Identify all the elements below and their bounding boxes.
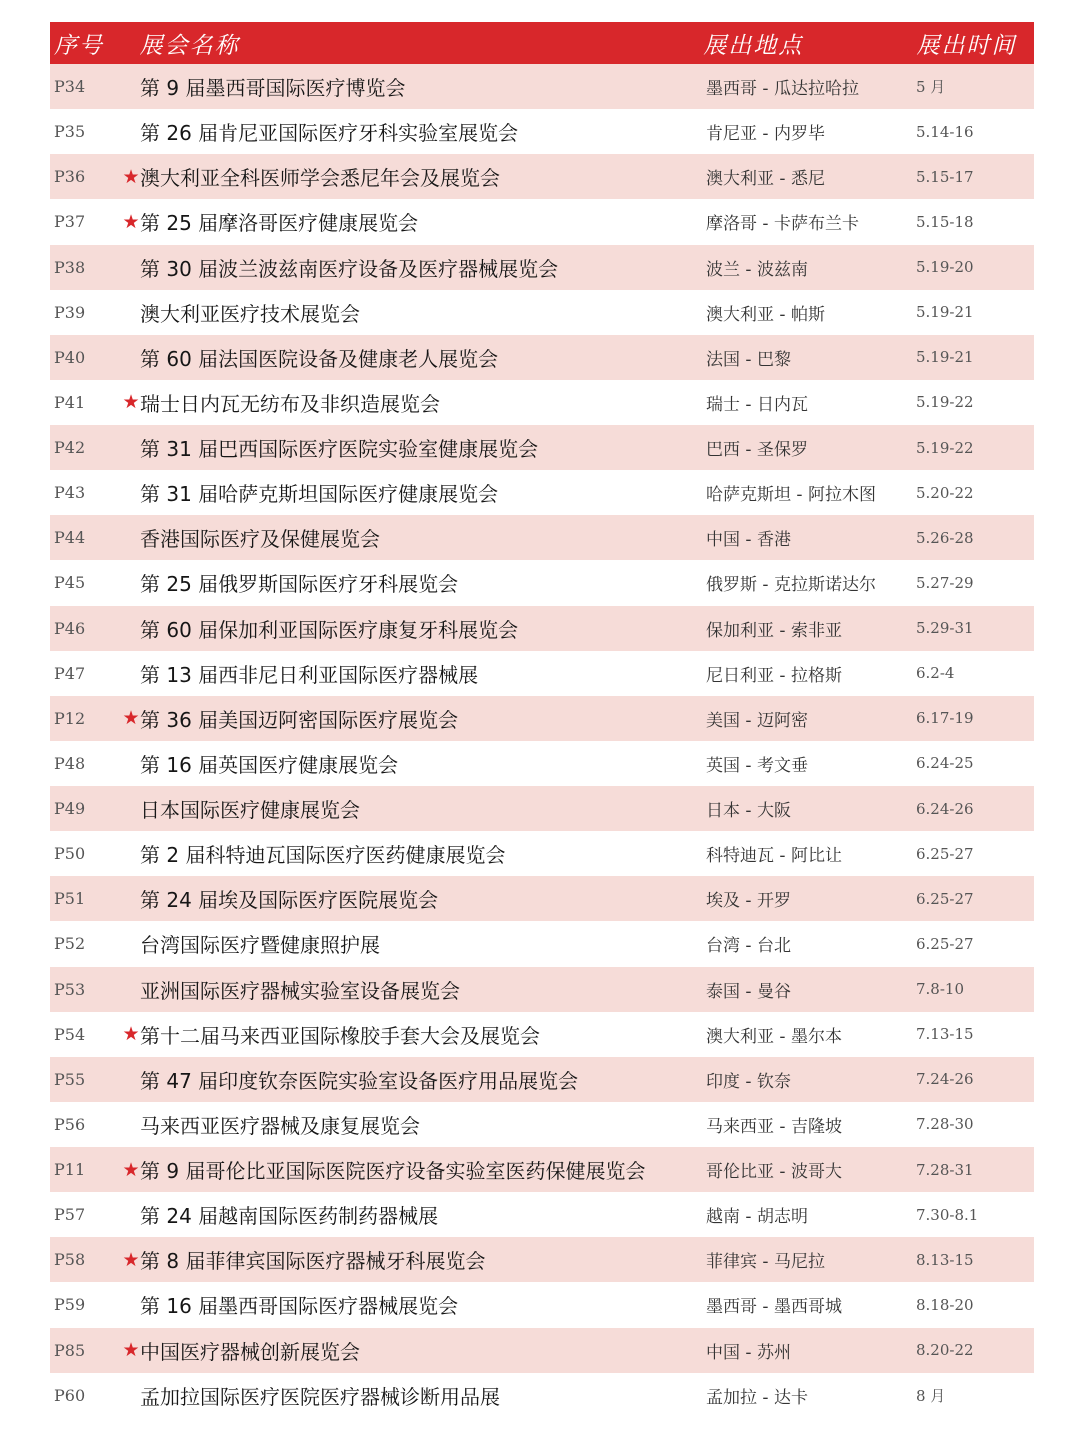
exhibition-time: 5.20-22 xyxy=(916,483,974,502)
exhibition-time: 5.19-22 xyxy=(916,438,974,457)
exhibition-name: 第 16 届墨西哥国际医疗器械展览会 xyxy=(140,1294,459,1319)
table-body xyxy=(50,64,1034,1418)
table-row xyxy=(50,335,1034,380)
star-icon: ★ xyxy=(122,707,140,730)
row-number: P35 xyxy=(54,122,86,142)
table-row xyxy=(50,606,1034,651)
exhibition-time: 5.15-18 xyxy=(916,212,974,231)
exhibition-time: 5.26-28 xyxy=(916,528,974,547)
exhibition-time: 7.28-31 xyxy=(916,1160,974,1179)
exhibition-location: 保加利亚 - 索非亚 xyxy=(706,620,842,641)
exhibition-name: 亚洲国际医疗器械实验室设备展览会 xyxy=(140,978,460,1003)
table-row xyxy=(50,560,1034,605)
exhibition-name: 第十二届马来西亚国际橡胶手套大会及展览会 xyxy=(140,1023,540,1048)
exhibition-name: 瑞士日内瓦无纺布及非织造展览会 xyxy=(140,391,440,416)
row-number: P36 xyxy=(54,167,86,187)
row-number: P11 xyxy=(54,1160,86,1180)
exhibition-name: 第 31 届哈萨克斯坦国际医疗健康展览会 xyxy=(140,482,499,507)
exhibition-location: 法国 - 巴黎 xyxy=(706,349,791,370)
exhibition-time: 5.19-21 xyxy=(916,303,974,322)
table-header xyxy=(50,22,1034,64)
exhibition-location: 尼日利亚 - 拉格斯 xyxy=(706,665,842,686)
exhibition-location: 澳大利亚 - 墨尔本 xyxy=(706,1026,842,1047)
exhibition-location: 越南 - 胡志明 xyxy=(706,1207,808,1228)
table-row xyxy=(50,1237,1034,1282)
exhibition-location: 巴西 - 圣保罗 xyxy=(706,440,808,461)
exhibition-name: 第 25 届俄罗斯国际医疗牙科展览会 xyxy=(140,572,459,597)
table-row xyxy=(50,1057,1034,1102)
exhibition-time: 6.2-4 xyxy=(916,664,955,683)
header-name: 展会名称 xyxy=(139,32,240,59)
exhibition-name: 中国医疗器械创新展览会 xyxy=(140,1339,360,1364)
table-row xyxy=(50,921,1034,966)
exhibition-location: 波兰 - 波兹南 xyxy=(706,259,808,280)
exhibition-location: 埃及 - 开罗 xyxy=(706,891,791,912)
table-row xyxy=(50,290,1034,335)
table-row xyxy=(50,1147,1034,1192)
exhibition-name: 第 16 届英国医疗健康展览会 xyxy=(140,752,399,777)
exhibition-location: 英国 - 考文垂 xyxy=(706,755,808,776)
table-row xyxy=(50,967,1034,1012)
exhibition-name: 第 2 届科特迪瓦国际医疗医药健康展览会 xyxy=(140,843,506,868)
exhibition-time: 7.30-8.1 xyxy=(916,1205,979,1224)
exhibition-name: 第 24 届埃及国际医疗医院展览会 xyxy=(140,888,439,913)
exhibition-table xyxy=(50,22,1034,1418)
exhibition-time: 6.25-27 xyxy=(916,844,974,863)
table-row xyxy=(50,1282,1034,1327)
row-number: P60 xyxy=(54,1385,86,1405)
row-number: P45 xyxy=(54,573,86,593)
header-no: 序号 xyxy=(54,32,104,59)
exhibition-location: 哥伦比亚 - 波哥大 xyxy=(706,1162,842,1183)
exhibition-location: 孟加拉 - 达卡 xyxy=(706,1387,808,1408)
row-number: P54 xyxy=(54,1024,86,1044)
exhibition-time: 7.28-30 xyxy=(916,1115,974,1134)
header-location: 展出地点 xyxy=(703,32,804,59)
row-number: P51 xyxy=(54,889,86,909)
exhibition-location: 墨西哥 - 瓜达拉哈拉 xyxy=(706,79,859,100)
table-row xyxy=(50,425,1034,470)
row-number: P50 xyxy=(54,844,86,864)
exhibition-time: 7.8-10 xyxy=(916,980,965,999)
table-row xyxy=(50,876,1034,921)
exhibition-time: 7.24-26 xyxy=(916,1070,974,1089)
row-number: P37 xyxy=(54,212,86,232)
exhibition-location: 墨西哥 - 墨西哥城 xyxy=(706,1297,842,1318)
exhibition-location: 澳大利亚 - 帕斯 xyxy=(706,304,825,325)
row-number: P59 xyxy=(54,1295,86,1315)
exhibition-location: 泰国 - 曼谷 xyxy=(706,981,791,1002)
exhibition-time: 7.13-15 xyxy=(916,1025,974,1044)
exhibition-location: 中国 - 香港 xyxy=(706,530,791,551)
exhibition-time: 5.15-17 xyxy=(916,167,974,186)
row-number: P56 xyxy=(54,1114,86,1134)
table-row xyxy=(50,741,1034,786)
exhibition-location: 澳大利亚 - 悉尼 xyxy=(706,169,825,190)
exhibition-location: 菲律宾 - 马尼拉 xyxy=(706,1252,825,1273)
exhibition-name: 第 8 届菲律宾国际医疗器械牙科展览会 xyxy=(140,1249,486,1274)
star-icon: ★ xyxy=(122,1248,140,1271)
exhibition-name: 第 31 届巴西国际医疗医院实验室健康展览会 xyxy=(140,437,539,462)
star-icon: ★ xyxy=(122,210,140,233)
row-number: P48 xyxy=(54,753,86,773)
exhibition-time: 6.24-25 xyxy=(916,754,974,773)
table-row xyxy=(50,470,1034,515)
row-number: P38 xyxy=(54,257,86,277)
exhibition-name: 澳大利亚全科医师学会悉尼年会及展览会 xyxy=(140,166,500,191)
table-row xyxy=(50,64,1034,109)
exhibition-location: 美国 - 迈阿密 xyxy=(706,710,808,731)
exhibition-location: 俄罗斯 - 克拉斯诺达尔 xyxy=(706,575,876,596)
exhibition-name: 第 60 届法国医院设备及健康老人展览会 xyxy=(140,346,499,371)
star-icon: ★ xyxy=(122,1158,140,1181)
exhibition-location: 台湾 - 台北 xyxy=(706,936,791,957)
exhibition-name: 澳大利亚医疗技术展览会 xyxy=(140,301,360,326)
exhibition-name: 第 13 届西非尼日利亚国际医疗器械展 xyxy=(140,662,479,687)
exhibition-time: 5 月 xyxy=(916,78,946,97)
exhibition-location: 日本 - 大阪 xyxy=(706,801,791,822)
table-row xyxy=(50,696,1034,741)
exhibition-name: 台湾国际医疗暨健康照护展 xyxy=(140,933,380,958)
exhibition-time: 5.27-29 xyxy=(916,573,974,592)
row-number: P52 xyxy=(54,934,86,954)
exhibition-name: 孟加拉国际医疗医院医疗器械诊断用品展 xyxy=(140,1384,500,1409)
table-row xyxy=(50,1192,1034,1237)
exhibition-name: 第 9 届墨西哥国际医疗博览会 xyxy=(140,76,406,101)
row-number: P42 xyxy=(54,438,86,458)
exhibition-location: 印度 - 钦奈 xyxy=(706,1071,791,1092)
exhibition-time: 5.14-16 xyxy=(916,122,974,141)
star-icon: ★ xyxy=(122,1023,140,1046)
exhibition-name: 第 47 届印度钦奈医院实验室设备医疗用品展览会 xyxy=(140,1068,579,1093)
exhibition-name: 第 24 届越南国际医药制药器械展 xyxy=(140,1204,439,1229)
exhibition-time: 6.17-19 xyxy=(916,709,974,728)
row-number: P47 xyxy=(54,663,86,683)
exhibition-name: 香港国际医疗及保健展览会 xyxy=(140,527,380,552)
table-row xyxy=(50,786,1034,831)
exhibition-name: 第 26 届肯尼亚国际医疗牙科实验室展览会 xyxy=(140,121,519,146)
exhibition-name: 第 25 届摩洛哥医疗健康展览会 xyxy=(140,211,419,236)
table-row xyxy=(50,515,1034,560)
exhibition-location: 哈萨克斯坦 - 阿拉木图 xyxy=(706,485,876,506)
exhibition-time: 5.29-31 xyxy=(916,619,974,638)
exhibition-time: 6.24-26 xyxy=(916,799,974,818)
exhibition-name: 第 9 届哥伦比亚国际医院医疗设备实验室医药保健展览会 xyxy=(140,1159,646,1184)
star-icon: ★ xyxy=(122,1339,140,1362)
row-number: P49 xyxy=(54,799,86,819)
exhibition-location: 马来西亚 - 吉隆坡 xyxy=(706,1116,842,1137)
row-number: P85 xyxy=(54,1340,86,1360)
exhibition-time: 8.18-20 xyxy=(916,1295,974,1314)
star-icon: ★ xyxy=(122,391,140,414)
exhibition-time: 5.19-20 xyxy=(916,258,974,277)
exhibition-time: 5.19-22 xyxy=(916,393,974,412)
table-row xyxy=(50,245,1034,290)
table-row xyxy=(50,1012,1034,1057)
table-row xyxy=(50,831,1034,876)
exhibition-time: 8 月 xyxy=(916,1386,946,1405)
exhibition-time: 6.25-27 xyxy=(916,934,974,953)
exhibition-name: 第 60 届保加利亚国际医疗康复牙科展览会 xyxy=(140,617,519,642)
table-row xyxy=(50,199,1034,244)
star-icon: ★ xyxy=(122,165,140,188)
table-row xyxy=(50,1328,1034,1373)
row-number: P46 xyxy=(54,618,86,638)
exhibition-name: 马来西亚医疗器械及康复展览会 xyxy=(140,1113,420,1138)
row-number: P55 xyxy=(54,1069,86,1089)
exhibition-time: 5.19-21 xyxy=(916,348,974,367)
row-number: P40 xyxy=(54,347,86,367)
exhibition-location: 肯尼亚 - 内罗毕 xyxy=(706,124,825,145)
row-number: P12 xyxy=(54,708,86,728)
exhibition-location: 摩洛哥 - 卡萨布兰卡 xyxy=(706,214,859,235)
exhibition-time: 8.20-22 xyxy=(916,1341,974,1360)
table-row xyxy=(50,1373,1034,1418)
table-row xyxy=(50,651,1034,696)
row-number: P58 xyxy=(54,1250,86,1270)
exhibition-location: 科特迪瓦 - 阿比让 xyxy=(706,846,842,867)
row-number: P57 xyxy=(54,1205,86,1225)
row-number: P34 xyxy=(54,77,86,97)
table-row xyxy=(50,380,1034,425)
table-row xyxy=(50,109,1034,154)
exhibition-name: 日本国际医疗健康展览会 xyxy=(140,798,360,823)
exhibition-name: 第 30 届波兰波兹南医疗设备及医疗器械展览会 xyxy=(140,256,559,281)
exhibition-location: 瑞士 - 日内瓦 xyxy=(706,394,808,415)
header-time: 展出时间 xyxy=(916,32,1017,59)
row-number: P39 xyxy=(54,302,86,322)
exhibition-time: 6.25-27 xyxy=(916,889,974,908)
row-number: P53 xyxy=(54,979,86,999)
exhibition-time: 8.13-15 xyxy=(916,1250,974,1269)
row-number: P43 xyxy=(54,483,86,503)
table-row xyxy=(50,154,1034,199)
exhibition-location: 中国 - 苏州 xyxy=(706,1342,791,1363)
row-number: P41 xyxy=(54,392,86,412)
row-number: P44 xyxy=(54,528,86,548)
exhibition-name: 第 36 届美国迈阿密国际医疗展览会 xyxy=(140,707,459,732)
table-row xyxy=(50,1102,1034,1147)
